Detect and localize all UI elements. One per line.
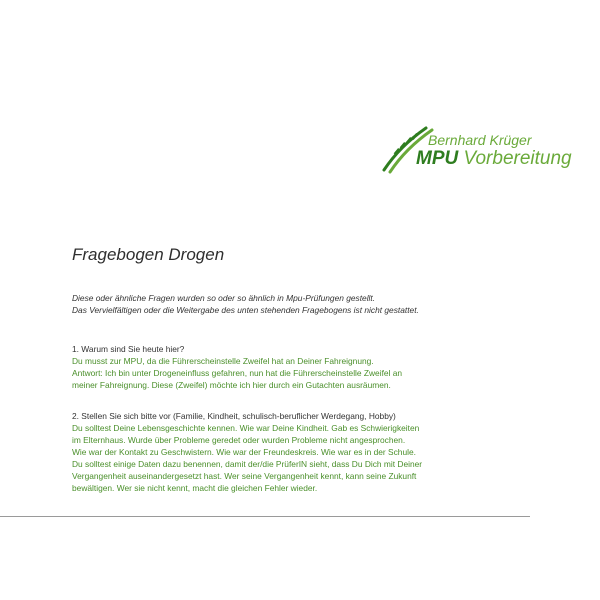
logo-mpu: MPU: [416, 148, 459, 169]
logo-tagline: [416, 148, 572, 170]
question-section-1: [72, 343, 542, 391]
answer-line: im Elternhaus. Wurde über Probleme geredet oder wurden Probleme nicht angesprochen.: [72, 435, 406, 445]
intro-text: [72, 292, 419, 316]
question-text: 2. Stellen Sie sich bitte vor (Familie, Kindheit, schulisch-beruflicher Werdegang, Hobby): [72, 411, 396, 421]
logo-name: Bernhard Krüger: [428, 132, 532, 148]
divider-line: [0, 516, 530, 517]
logo-vorbereitung: Vorbereitung: [463, 148, 572, 169]
answer-line: Wie war der Kontakt zu Geschwistern. Wie war der Freundeskreis. Wie war es in der Schule.: [72, 447, 416, 457]
question-section-2: [72, 410, 542, 494]
answer-line: Vergangenheit auseinandergesetzt hast. Wer seine Vergangenheit kennt, kann seine Zukunft: [72, 471, 417, 481]
intro-line: Diese oder ähnliche Fragen wurden so oder so ähnlich in Mpu-Prüfungen gestellt.: [72, 293, 376, 303]
answer-line: Du musst zur MPU, da die Führerscheinstelle Zweifel hat an Deiner Fahreignung.: [72, 356, 374, 366]
answer-line: meiner Fahreignung. Diese (Zweifel) möchte ich hier durch ein Gutachten ausräumen.: [72, 380, 391, 390]
answer-line: Antwort: Ich bin unter Drogeneinfluss gefahren, nun hat die Führerscheinstelle Zweifel an: [72, 368, 403, 378]
answer-line: bewältigen. Wer sie nicht kennt, macht die gleichen Fehler wieder.: [72, 483, 318, 493]
document-title: Fragebogen Drogen: [72, 245, 225, 264]
question-text: 1. Warum sind Sie heute hier?: [72, 344, 185, 354]
company-logo: [378, 118, 578, 178]
answer-line: Du solltest einige Daten dazu benennen, damit der/die PrüferIN sieht, dass Du Dich mit Deiner: [72, 459, 423, 469]
answer-line: Du solltest Deine Lebensgeschichte kennen. Wie war Deine Kindheit. Gab es Schwierigkeiten: [72, 423, 420, 433]
intro-line: Das Vervielfältigen oder die Weitergabe des unten stehenden Fragebogens ist nicht gestattet.: [72, 305, 419, 315]
